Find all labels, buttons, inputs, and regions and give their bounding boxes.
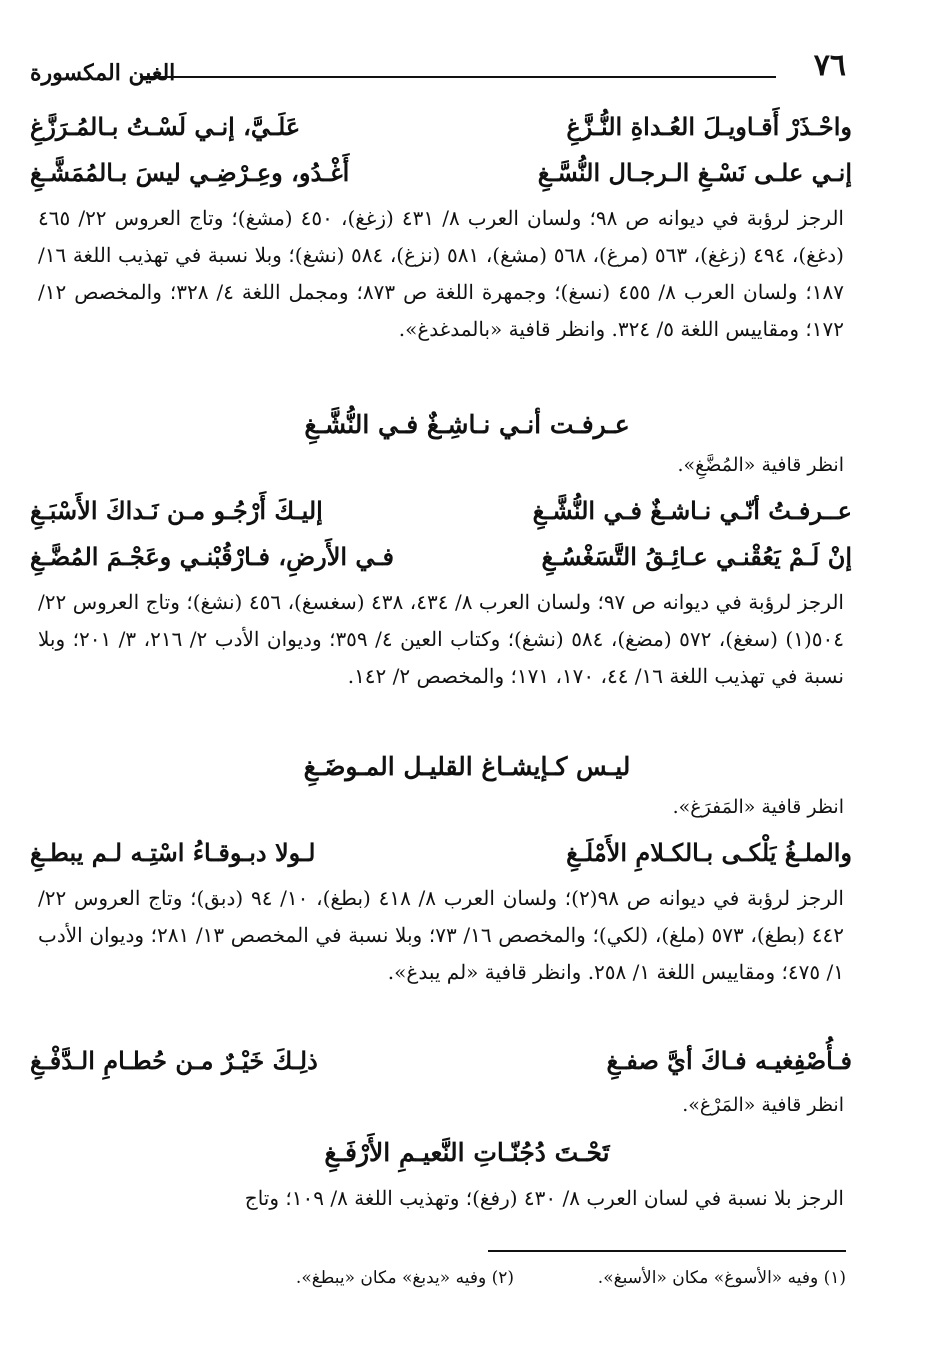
single-verse: عـرفـت أنـي نـاشِـغٌ فـي النُّشَّـغِ bbox=[304, 410, 630, 439]
verse-first-hemistich: والملـغُ يَلْكـى بـالكـلامِ الأَمْلَـغِ bbox=[566, 838, 852, 867]
running-title: الغين المكسورة bbox=[30, 60, 176, 86]
verse-second-hemistich: أَغْـدُو، وعِـرْضِـي ليسَ بـالمُمَشَّـغِ bbox=[30, 158, 350, 187]
page-header bbox=[30, 48, 846, 92]
commentary-paragraph: الرجز لرؤبة في ديوانه ص ٩٧؛ ولسان العرب ٨/ ٤٣٤، ٤٣٨ (سغسغ)، ٤٥٦ (نشغ)؛ وتاج العروس ٢٢/ ٥٠٤(١) (سغغ)، ٥٧٢ (مضغ)، ٥٨٤ (نشغ)؛ وكتاب العين ٤/ ٣٥٩؛ وديوان الأدب ٢/ ٢١٦، ٣/ ٢٠١؛ وبلا نسبة في تهذيب اللغة ١٦/ ٤٤، ١٧٠، ١٧١؛ والمخصص ٢/ ١٤٢. bbox=[38, 590, 844, 688]
see-also-note: انظر قافية «المَفرَغ». bbox=[672, 796, 844, 818]
verse-first-hemistich: إنْ لَـمْ يَعُقْنـي عـائِـقُ التَّسَغْسُـغِ bbox=[541, 542, 852, 571]
verse-second-hemistich: عَلَـيَّ، إنـي لَسْـتُ بـالمُـرَزَّغِ bbox=[30, 112, 301, 141]
verse-line bbox=[30, 838, 852, 884]
single-verse: تَحْـتَ دُجُنّـاتِ النَّعيـمِ الأَرْفَـغِ bbox=[324, 1138, 610, 1167]
see-also-note: انظر قافية «المُضَّغِ». bbox=[677, 454, 844, 476]
verse-line bbox=[30, 496, 852, 542]
verse-line bbox=[30, 112, 852, 158]
verse-first-hemistich: عــرفـتُ أنّـي نـاشـغٌ فـي النُّشَّـغِ bbox=[532, 496, 852, 525]
commentary-paragraph: الرجز بلا نسبة في لسان العرب ٨/ ٤٣٠ (رفغ)؛ وتهذيب اللغة ٨/ ١٠٩؛ وتاج bbox=[244, 1186, 844, 1210]
verse-first-hemistich: فـأُصْفِغيـه فـاكَ أيَّ صفـغِ bbox=[606, 1046, 852, 1075]
verse-second-hemistich: لـولا دبـوقـاءُ اسْتِـه لـم يبطـغِ bbox=[30, 838, 316, 867]
verse-second-hemistich: فـي الأَرضِ، فـارْقُبْنـي وعَجْـمَ المُضَّـغِ bbox=[30, 542, 394, 571]
footnote: (١) وفيه «الأسوغ» مكان «الأسبغ». bbox=[597, 1268, 846, 1288]
commentary-paragraph: الرجز لرؤبة في ديوانه ص ٩٨؛ ولسان العرب ٨/ ٤٣١ (زغغ)، ٤٥٠ (مشغ)؛ وتاج العروس ٢٢/ ٤٦٥ (دغغ)، ٤٩٤ (زغغ)، ٥٦٣ (مرغ)، ٥٦٨ (مشغ)، ٥٨١ (نزغ)، ٥٨٤ (نشغ)؛ وبلا نسبة في تهذيب اللغة ١٦/ ١٨٧؛ ولسان العرب ٨/ ٤٥٥ (نسغ)؛ وجمهرة اللغة ص ٨٧٣؛ ومجمل اللغة ٤/ ٣٢٨؛ والمخصص ١٢/ ١٧٢؛ ومقاييس اللغة ٥/ ٣٢٤. وانظر قافية «بالمدغدغ». bbox=[38, 206, 845, 341]
verse-line bbox=[30, 158, 852, 204]
header-rule bbox=[140, 76, 776, 78]
page-number: ٧٦ bbox=[813, 48, 846, 83]
single-verse: ليـس كـإيشـاغ القليـل المـوضَـغِ bbox=[303, 752, 631, 781]
footnote-rule bbox=[488, 1250, 846, 1252]
verse-first-hemistich: واحْـذَرْ أَقـاويـلَ العُـداةِ النُّـزَّغِ bbox=[566, 112, 852, 141]
footnote: (٢) وفيه «يدبغ» مكان «يبطغ». bbox=[295, 1268, 514, 1288]
verse-first-hemistich: إنـي علـى نَسْـغِ الـرجـال النُّسَّـغِ bbox=[537, 158, 852, 187]
verse-second-hemistich: ذلِـكَ خَيْـرٌ مـن حُطـامِ الـدَّفْـغِ bbox=[30, 1046, 318, 1075]
verse-second-hemistich: إليـكَ أَرْجُـو مـن نَـداكَ الأَسْبَـغِ bbox=[30, 496, 323, 525]
verse-line bbox=[30, 1046, 852, 1092]
verse-line bbox=[30, 542, 852, 588]
see-also-note: انظر قافية «المَرْغ». bbox=[682, 1094, 844, 1116]
commentary-paragraph: الرجز لرؤبة في ديوانه ص ٩٨(٢)؛ ولسان العرب ٨/ ٤١٨ (بطغ)، ١٠/ ٩٤ (دبق)؛ وتاج العروس ٢٢/ ٤٤٢ (بطغ)، ٥٧٣ (ملغ)، (لكي)؛ والمخصص ١٦/ ٧٣؛ وبلا نسبة في المخصص ١٣/ ٢٨١؛ وديوان الأدب ١/ ٤٧٥؛ ومقاييس اللغة ١/ ٢٥٨. وانظر قافية «لم يبدغ». bbox=[38, 886, 844, 984]
